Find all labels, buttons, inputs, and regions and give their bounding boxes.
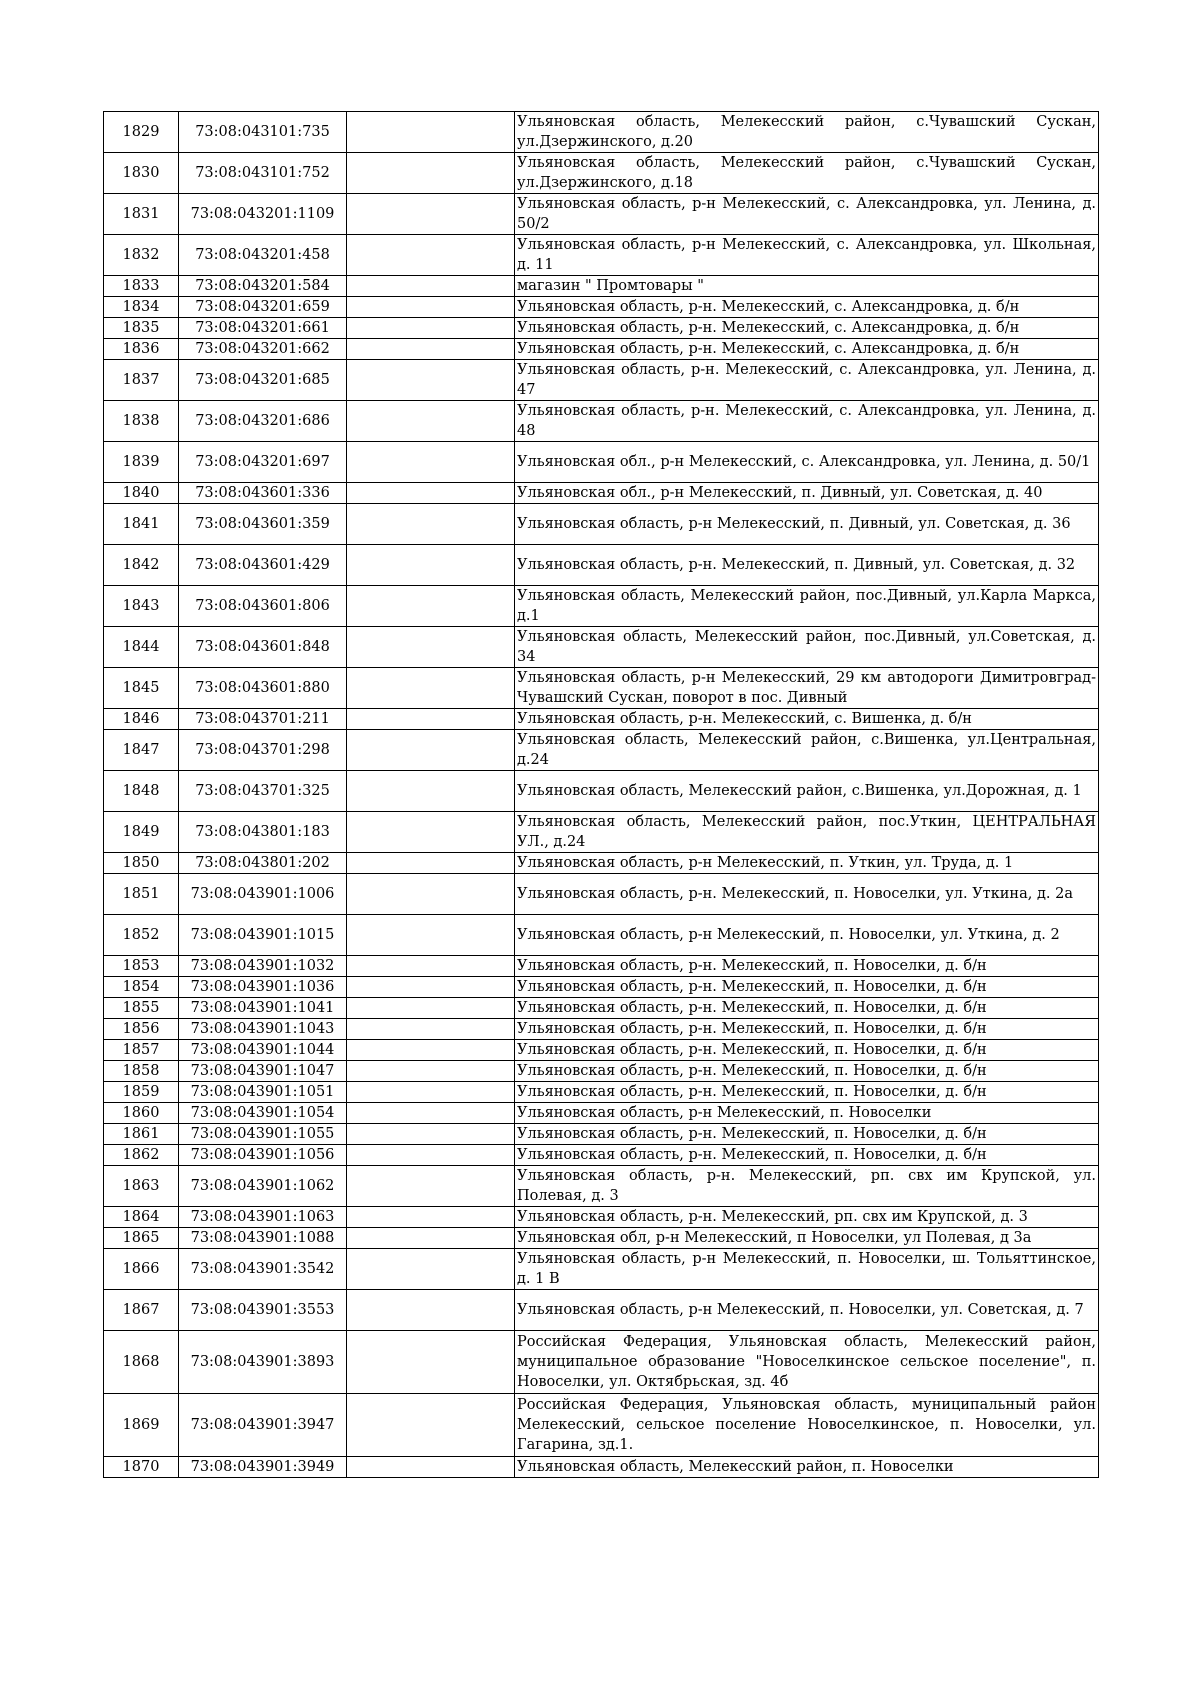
table-row bbox=[104, 1207, 1099, 1228]
cadastral-number: 73:08:043901:1063 bbox=[179, 1207, 347, 1228]
address-cell: Ульяновская область, Мелекесский район, с.Чувашский Сускан, ул.Дзержинского, д.20 bbox=[515, 112, 1099, 153]
empty-cell bbox=[347, 1103, 515, 1124]
table-row bbox=[104, 812, 1099, 853]
address-cell: Ульяновская область, р-н. Мелекесский, рп. свх им Крупской, ул. Полевая, д. 3 bbox=[515, 1166, 1099, 1207]
empty-cell bbox=[347, 812, 515, 853]
cadastral-number: 73:08:043901:1041 bbox=[179, 998, 347, 1019]
empty-cell bbox=[347, 1061, 515, 1082]
row-number: 1835 bbox=[104, 318, 179, 339]
table-row bbox=[104, 853, 1099, 874]
cadastral-number: 73:08:043901:3893 bbox=[179, 1331, 347, 1394]
empty-cell bbox=[347, 1228, 515, 1249]
row-number: 1864 bbox=[104, 1207, 179, 1228]
empty-cell bbox=[347, 1124, 515, 1145]
row-number: 1838 bbox=[104, 401, 179, 442]
cadastral-number: 73:08:043901:1036 bbox=[179, 977, 347, 998]
cadastral-number: 73:08:043701:325 bbox=[179, 771, 347, 812]
row-number: 1847 bbox=[104, 730, 179, 771]
row-number: 1832 bbox=[104, 235, 179, 276]
property-registry-table bbox=[103, 111, 1099, 1478]
cadastral-number: 73:08:043101:735 bbox=[179, 112, 347, 153]
cadastral-number: 73:08:043601:429 bbox=[179, 545, 347, 586]
table-row bbox=[104, 1394, 1099, 1457]
empty-cell bbox=[347, 504, 515, 545]
address-cell: Ульяновская область, р-н. Мелекесский, рп. свх им Крупской, д. 3 bbox=[515, 1207, 1099, 1228]
cadastral-number: 73:08:043901:1047 bbox=[179, 1061, 347, 1082]
cadastral-number: 73:08:043201:661 bbox=[179, 318, 347, 339]
address-cell: Ульяновская область, р-н. Мелекесский, п. Новоселки, д. б/н bbox=[515, 1040, 1099, 1061]
address-cell: Ульяновская область, р-н Мелекесский, п. Дивный, ул. Советская, д. 36 bbox=[515, 504, 1099, 545]
empty-cell bbox=[347, 956, 515, 977]
row-number: 1865 bbox=[104, 1228, 179, 1249]
row-number: 1854 bbox=[104, 977, 179, 998]
address-cell: Ульяновская область, р-н. Мелекесский, п. Новоселки, д. б/н bbox=[515, 1019, 1099, 1040]
cadastral-number: 73:08:043201:662 bbox=[179, 339, 347, 360]
empty-cell bbox=[347, 1249, 515, 1290]
cadastral-number: 73:08:043901:1006 bbox=[179, 874, 347, 915]
cadastral-number: 73:08:043201:458 bbox=[179, 235, 347, 276]
empty-cell bbox=[347, 977, 515, 998]
cadastral-number: 73:08:043901:1088 bbox=[179, 1228, 347, 1249]
table-row bbox=[104, 1103, 1099, 1124]
cadastral-number: 73:08:043601:336 bbox=[179, 483, 347, 504]
row-number: 1866 bbox=[104, 1249, 179, 1290]
row-number: 1852 bbox=[104, 915, 179, 956]
empty-cell bbox=[347, 545, 515, 586]
row-number: 1869 bbox=[104, 1394, 179, 1457]
table-row bbox=[104, 1228, 1099, 1249]
empty-cell bbox=[347, 730, 515, 771]
empty-cell bbox=[347, 401, 515, 442]
row-number: 1844 bbox=[104, 627, 179, 668]
cadastral-number: 73:08:043901:1043 bbox=[179, 1019, 347, 1040]
table-row bbox=[104, 1061, 1099, 1082]
row-number: 1853 bbox=[104, 956, 179, 977]
table-row bbox=[104, 153, 1099, 194]
empty-cell bbox=[347, 1040, 515, 1061]
cadastral-number: 73:08:043901:3947 bbox=[179, 1394, 347, 1457]
address-cell: Ульяновская обл., р-н Мелекесский, п. Дивный, ул. Советская, д. 40 bbox=[515, 483, 1099, 504]
address-cell: Ульяновская область, р-н Мелекесский, п. Новоселки, ш. Тольяттинское, д. 1 В bbox=[515, 1249, 1099, 1290]
row-number: 1841 bbox=[104, 504, 179, 545]
address-cell: магазин " Промтовары " bbox=[515, 276, 1099, 297]
table-row bbox=[104, 545, 1099, 586]
address-cell: Ульяновская область, р-н Мелекесский, п. Новоселки, ул. Советская, д. 7 bbox=[515, 1290, 1099, 1331]
table-row bbox=[104, 730, 1099, 771]
row-number: 1870 bbox=[104, 1457, 179, 1478]
table-row bbox=[104, 235, 1099, 276]
empty-cell bbox=[347, 627, 515, 668]
empty-cell bbox=[347, 339, 515, 360]
cadastral-number: 73:08:043201:1109 bbox=[179, 194, 347, 235]
table-row bbox=[104, 1019, 1099, 1040]
address-cell: Ульяновская область, р-н. Мелекесский, п. Новоселки, д. б/н bbox=[515, 1124, 1099, 1145]
cadastral-number: 73:08:043901:1055 bbox=[179, 1124, 347, 1145]
table-row bbox=[104, 956, 1099, 977]
cadastral-number: 73:08:043901:1044 bbox=[179, 1040, 347, 1061]
empty-cell bbox=[347, 998, 515, 1019]
table-row bbox=[104, 194, 1099, 235]
empty-cell bbox=[347, 276, 515, 297]
table-row bbox=[104, 1040, 1099, 1061]
empty-cell bbox=[347, 318, 515, 339]
row-number: 1859 bbox=[104, 1082, 179, 1103]
table-row bbox=[104, 276, 1099, 297]
table-row bbox=[104, 297, 1099, 318]
address-cell: Ульяновская область, р-н. Мелекесский, п. Новоселки, д. б/н bbox=[515, 998, 1099, 1019]
table-row bbox=[104, 483, 1099, 504]
table-row bbox=[104, 977, 1099, 998]
empty-cell bbox=[347, 1145, 515, 1166]
table-row bbox=[104, 401, 1099, 442]
cadastral-number: 73:08:043901:1032 bbox=[179, 956, 347, 977]
table-row bbox=[104, 1249, 1099, 1290]
row-number: 1829 bbox=[104, 112, 179, 153]
table-row bbox=[104, 504, 1099, 545]
row-number: 1851 bbox=[104, 874, 179, 915]
address-cell: Ульяновская область, р-н. Мелекесский, с. Александровка, д. б/н bbox=[515, 339, 1099, 360]
table-row bbox=[104, 318, 1099, 339]
empty-cell bbox=[347, 709, 515, 730]
address-cell: Ульяновская область, Мелекесский район, с.Вишенка, ул.Дорожная, д. 1 bbox=[515, 771, 1099, 812]
table-row bbox=[104, 668, 1099, 709]
address-cell: Ульяновская область, Мелекесский район, п. Новоселки bbox=[515, 1457, 1099, 1478]
empty-cell bbox=[347, 1290, 515, 1331]
row-number: 1855 bbox=[104, 998, 179, 1019]
empty-cell bbox=[347, 235, 515, 276]
address-cell: Российская Федерация, Ульяновская область, Мелекесский район, муниципальное образование "Новоселкинское сельское поселение", п. Новоселки, ул. Октябрьская, зд. 4б bbox=[515, 1331, 1099, 1394]
cadastral-number: 73:08:043601:359 bbox=[179, 504, 347, 545]
row-number: 1867 bbox=[104, 1290, 179, 1331]
empty-cell bbox=[347, 194, 515, 235]
row-number: 1831 bbox=[104, 194, 179, 235]
address-cell: Ульяновская область, р-н. Мелекесский, п. Новоселки, ул. Уткина, д. 2а bbox=[515, 874, 1099, 915]
cadastral-number: 73:08:043601:848 bbox=[179, 627, 347, 668]
cadastral-number: 73:08:043801:183 bbox=[179, 812, 347, 853]
address-cell: Ульяновская область, р-н Мелекесский, с. Александровка, ул. Школьная, д. 11 bbox=[515, 235, 1099, 276]
table-row bbox=[104, 1145, 1099, 1166]
row-number: 1856 bbox=[104, 1019, 179, 1040]
row-number: 1863 bbox=[104, 1166, 179, 1207]
empty-cell bbox=[347, 1166, 515, 1207]
address-cell: Ульяновская область, р-н Мелекесский, 29 км автодороги Димитровград-Чувашский Сускан, поворот в пос. Дивный bbox=[515, 668, 1099, 709]
empty-cell bbox=[347, 442, 515, 483]
empty-cell bbox=[347, 153, 515, 194]
cadastral-number: 73:08:043701:211 bbox=[179, 709, 347, 730]
cadastral-number: 73:08:043201:697 bbox=[179, 442, 347, 483]
row-number: 1840 bbox=[104, 483, 179, 504]
address-cell: Ульяновская область, р-н Мелекесский, п. Уткин, ул. Труда, д. 1 bbox=[515, 853, 1099, 874]
cadastral-number: 73:08:043201:584 bbox=[179, 276, 347, 297]
cadastral-number: 73:08:043201:659 bbox=[179, 297, 347, 318]
cadastral-number: 73:08:043901:1015 bbox=[179, 915, 347, 956]
address-cell: Ульяновская область, Мелекесский район, пос.Дивный, ул.Карла Маркса, д.1 bbox=[515, 586, 1099, 627]
empty-cell bbox=[347, 297, 515, 318]
row-number: 1848 bbox=[104, 771, 179, 812]
table-row bbox=[104, 627, 1099, 668]
empty-cell bbox=[347, 1082, 515, 1103]
table-row bbox=[104, 1457, 1099, 1478]
row-number: 1868 bbox=[104, 1331, 179, 1394]
row-number: 1836 bbox=[104, 339, 179, 360]
row-number: 1846 bbox=[104, 709, 179, 730]
empty-cell bbox=[347, 1019, 515, 1040]
empty-cell bbox=[347, 112, 515, 153]
cadastral-number: 73:08:043201:686 bbox=[179, 401, 347, 442]
table-row bbox=[104, 586, 1099, 627]
address-cell: Ульяновская обл., р-н Мелекесский, с. Александровка, ул. Ленина, д. 50/1 bbox=[515, 442, 1099, 483]
empty-cell bbox=[347, 360, 515, 401]
empty-cell bbox=[347, 1394, 515, 1457]
address-cell: Ульяновская область, р-н Мелекесский, п. Новоселки, ул. Уткина, д. 2 bbox=[515, 915, 1099, 956]
row-number: 1850 bbox=[104, 853, 179, 874]
row-number: 1830 bbox=[104, 153, 179, 194]
row-number: 1858 bbox=[104, 1061, 179, 1082]
table-row bbox=[104, 339, 1099, 360]
row-number: 1845 bbox=[104, 668, 179, 709]
cadastral-number: 73:08:043801:202 bbox=[179, 853, 347, 874]
cadastral-number: 73:08:043601:806 bbox=[179, 586, 347, 627]
empty-cell bbox=[347, 853, 515, 874]
table-row bbox=[104, 112, 1099, 153]
row-number: 1843 bbox=[104, 586, 179, 627]
table-row bbox=[104, 771, 1099, 812]
table-row bbox=[104, 1082, 1099, 1103]
cadastral-number: 73:08:043901:3553 bbox=[179, 1290, 347, 1331]
table-row bbox=[104, 1124, 1099, 1145]
address-cell: Ульяновская область, р-н. Мелекесский, п. Новоселки, д. б/н bbox=[515, 1082, 1099, 1103]
cadastral-number: 73:08:043701:298 bbox=[179, 730, 347, 771]
table-row bbox=[104, 709, 1099, 730]
row-number: 1860 bbox=[104, 1103, 179, 1124]
cadastral-number: 73:08:043901:1054 bbox=[179, 1103, 347, 1124]
empty-cell bbox=[347, 668, 515, 709]
address-cell: Ульяновская область, Мелекесский район, с.Вишенка, ул.Центральная, д.24 bbox=[515, 730, 1099, 771]
row-number: 1849 bbox=[104, 812, 179, 853]
table-row bbox=[104, 874, 1099, 915]
table-row bbox=[104, 1166, 1099, 1207]
address-cell: Ульяновская область, Мелекесский район, с.Чувашский Сускан, ул.Дзержинского, д.18 bbox=[515, 153, 1099, 194]
address-cell: Ульяновская область, р-н Мелекесский, с. Александровка, ул. Ленина, д. 50/2 bbox=[515, 194, 1099, 235]
cadastral-number: 73:08:043901:1062 bbox=[179, 1166, 347, 1207]
table-row bbox=[104, 915, 1099, 956]
address-cell: Ульяновская область, р-н. Мелекесский, с. Александровка, д. б/н bbox=[515, 297, 1099, 318]
empty-cell bbox=[347, 874, 515, 915]
cadastral-number: 73:08:043901:3542 bbox=[179, 1249, 347, 1290]
address-cell: Ульяновская область, р-н. Мелекесский, с. Александровка, ул. Ленина, д. 48 bbox=[515, 401, 1099, 442]
row-number: 1861 bbox=[104, 1124, 179, 1145]
address-cell: Российская Федерация, Ульяновская область, муниципальный район Мелекесский, сельское поселение Новоселкинское, п. Новоселки, ул. Гагарина, зд.1. bbox=[515, 1394, 1099, 1457]
address-cell: Ульяновская область, р-н. Мелекесский, с. Вишенка, д. б/н bbox=[515, 709, 1099, 730]
table-row bbox=[104, 360, 1099, 401]
address-cell: Ульяновская область, р-н. Мелекесский, п. Новоселки, д. б/н bbox=[515, 1061, 1099, 1082]
address-cell: Ульяновская область, р-н Мелекесский, п. Новоселки bbox=[515, 1103, 1099, 1124]
empty-cell bbox=[347, 1207, 515, 1228]
address-cell: Ульяновская обл, р-н Мелекесский, п Новоселки, ул Полевая, д 3а bbox=[515, 1228, 1099, 1249]
cadastral-number: 73:08:043901:3949 bbox=[179, 1457, 347, 1478]
address-cell: Ульяновская область, Мелекесский район, пос.Уткин, ЦЕНТРАЛЬНАЯ УЛ., д.24 bbox=[515, 812, 1099, 853]
cadastral-number: 73:08:043901:1051 bbox=[179, 1082, 347, 1103]
row-number: 1857 bbox=[104, 1040, 179, 1061]
table-row bbox=[104, 1290, 1099, 1331]
row-number: 1834 bbox=[104, 297, 179, 318]
empty-cell bbox=[347, 771, 515, 812]
address-cell: Ульяновская область, р-н. Мелекесский, п. Дивный, ул. Советская, д. 32 bbox=[515, 545, 1099, 586]
address-cell: Ульяновская область, Мелекесский район, пос.Дивный, ул.Советская, д. 34 bbox=[515, 627, 1099, 668]
empty-cell bbox=[347, 1331, 515, 1394]
row-number: 1842 bbox=[104, 545, 179, 586]
cadastral-number: 73:08:043901:1056 bbox=[179, 1145, 347, 1166]
row-number: 1833 bbox=[104, 276, 179, 297]
address-cell: Ульяновская область, р-н. Мелекесский, п. Новоселки, д. б/н bbox=[515, 1145, 1099, 1166]
empty-cell bbox=[347, 915, 515, 956]
table-row bbox=[104, 1331, 1099, 1394]
empty-cell bbox=[347, 586, 515, 627]
table-row bbox=[104, 998, 1099, 1019]
row-number: 1839 bbox=[104, 442, 179, 483]
table-row bbox=[104, 442, 1099, 483]
empty-cell bbox=[347, 483, 515, 504]
address-cell: Ульяновская область, р-н. Мелекесский, п. Новоселки, д. б/н bbox=[515, 977, 1099, 998]
cadastral-number: 73:08:043201:685 bbox=[179, 360, 347, 401]
address-cell: Ульяновская область, р-н. Мелекесский, с. Александровка, д. б/н bbox=[515, 318, 1099, 339]
row-number: 1837 bbox=[104, 360, 179, 401]
cadastral-number: 73:08:043101:752 bbox=[179, 153, 347, 194]
empty-cell bbox=[347, 1457, 515, 1478]
address-cell: Ульяновская область, р-н. Мелекесский, п. Новоселки, д. б/н bbox=[515, 956, 1099, 977]
row-number: 1862 bbox=[104, 1145, 179, 1166]
cadastral-number: 73:08:043601:880 bbox=[179, 668, 347, 709]
address-cell: Ульяновская область, р-н. Мелекесский, с. Александровка, ул. Ленина, д. 47 bbox=[515, 360, 1099, 401]
